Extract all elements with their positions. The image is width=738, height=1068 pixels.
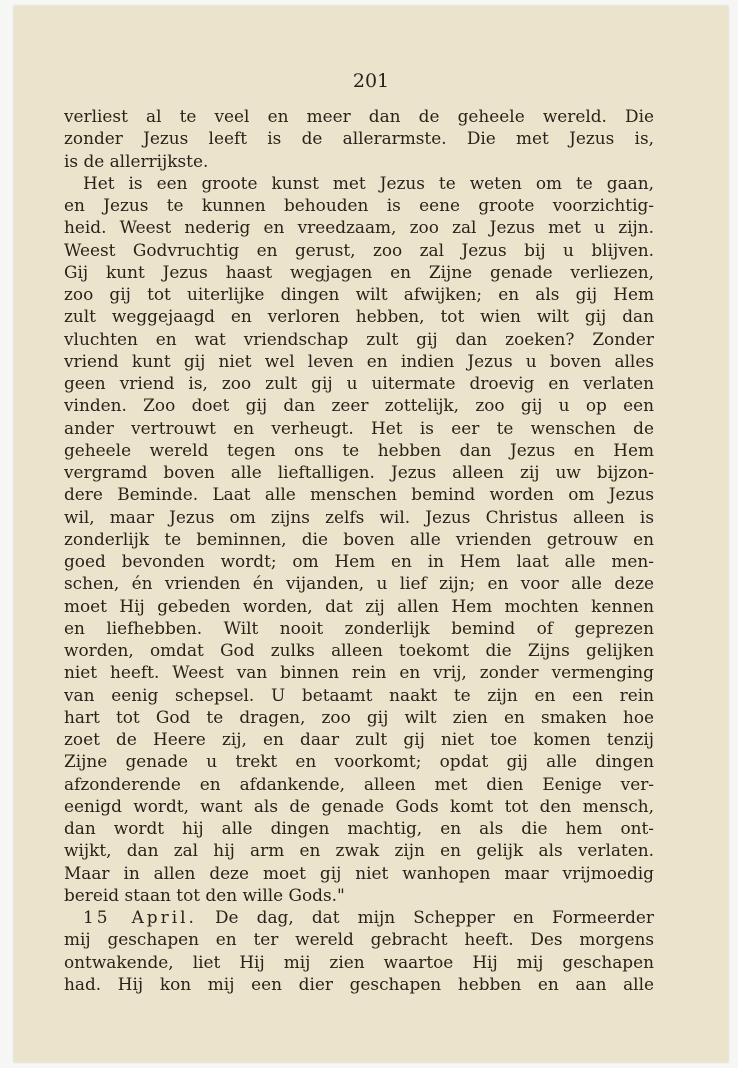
text-line: Maar in allen deze moet gij niet wanhopen maar vrijmoedig bbox=[64, 862, 654, 883]
text-line: heid. Weest nederig en vreedzaam, zoo zal Jezus met u zijn. bbox=[64, 217, 654, 238]
text-line: dan wordt hij alle dingen machtig, en als die hem ont- bbox=[64, 818, 654, 838]
text-line: wijkt, dan zal hij arm en zwak zijn en gelijk als verlaten. bbox=[64, 840, 654, 861]
text-line: Het is een groote kunst met Jezus te weten om te gaan, bbox=[83, 172, 654, 193]
text-line: goed bevonden wordt; om Hem en in Hem laat alle men- bbox=[64, 551, 654, 571]
text-line-dated bbox=[64, 906, 654, 928]
text-line: zonderlijk te beminnen, die boven alle vrienden getrouw en bbox=[64, 528, 654, 549]
text-line: wil, maar Jezus om zijns zelfs wil. Jezus Christus alleen is bbox=[64, 506, 654, 527]
text-line: worden, omdat God zulks alleen toekomt die Zijns gelijken bbox=[64, 640, 654, 660]
text-line: vinden. Zoo doet gij dan zeer zottelijk, zoo gij u op een bbox=[64, 395, 654, 416]
text-line: eenigd wordt, want als de genade Gods komt tot den mensch, bbox=[64, 795, 654, 816]
text-line: had. Hij kon mij een dier geschapen hebben en aan alle bbox=[64, 973, 654, 994]
text-line: vergramd boven alle lieftalligen. Jezus alleen zij uw bijzon- bbox=[64, 462, 654, 482]
text-line: zoet de Heere zij, en daar zult gij niet toe komen tenzij bbox=[64, 729, 654, 749]
text-line: mij geschapen en ter wereld gebracht heeft. Des morgens bbox=[64, 929, 654, 950]
entry-text: De dag, dat mijn Schepper en Formeerder bbox=[215, 907, 654, 927]
text-line: zult weggejaagd en verloren hebben, tot wien wilt gij dan bbox=[64, 306, 654, 327]
text-line: en Jezus te kunnen behouden is eene groote voorzichtig- bbox=[64, 195, 654, 215]
text-line: moet Hij gebeden worden, dat zij allen Hem mochten kennen bbox=[64, 595, 654, 616]
text-line: schen, én vrienden én vijanden, u lief zijn; en voor alle deze bbox=[64, 573, 654, 594]
text-line: Zijne genade u trekt en voorkomt; opdat gij alle dingen bbox=[64, 751, 654, 772]
text-line: Weest Godvruchtig en gerust, zoo zal Jezus bij u blijven. bbox=[64, 239, 654, 260]
book-page bbox=[14, 6, 728, 1062]
text-line: en liefhebben. Wilt nooit zonderlijk bemind of geprezen bbox=[64, 617, 654, 638]
text-line: afzonderende en afdankende, alleen met dien Eenige ver- bbox=[64, 773, 654, 794]
text-line: vluchten en wat vriendschap zult gij dan zoeken? Zonder bbox=[64, 328, 654, 349]
text-line: dere Beminde. Laat alle menschen bemind worden om Jezus bbox=[64, 484, 654, 505]
text-line: ander vertrouwt en verheugt. Het is eer te wenschen de bbox=[64, 417, 654, 438]
page-number: 201 bbox=[352, 70, 390, 92]
entry-date: 15 April. bbox=[83, 907, 197, 927]
text-line: bereid staan tot den wille Gods." bbox=[64, 884, 345, 905]
text-line: geheele wereld tegen ons te hebben dan Jezus en Hem bbox=[64, 439, 654, 460]
text-line: van eenig schepsel. U betaamt naakt te zijn en een rein bbox=[64, 684, 654, 705]
text-line: vriend kunt gij niet wel leven en indien Jezus u boven alles bbox=[64, 350, 654, 371]
text-line: verliest al te veel en meer dan de geheele wereld. Die bbox=[64, 106, 654, 126]
text-line: hart tot God te dragen, zoo gij wilt zien en smaken hoe bbox=[64, 706, 654, 727]
text-line: zonder Jezus leeft is de allerarmste. Die met Jezus is, bbox=[64, 128, 654, 149]
text-line: geen vriend is, zoo zult gij u uitermate droevig en verlaten bbox=[64, 373, 654, 393]
text-line: ontwakende, liet Hij mij zien waartoe Hij mij geschapen bbox=[64, 951, 654, 972]
body-text bbox=[64, 105, 654, 995]
text-line: zoo gij tot uiterlijke dingen wilt afwijken; en als gij Hem bbox=[64, 284, 654, 304]
text-line: Gij kunt Jezus haast wegjagen en Zijne genade verliezen, bbox=[64, 261, 654, 282]
text-line: is de allerrijkste. bbox=[64, 150, 209, 171]
text-line: niet heeft. Weest van binnen rein en vrij, zonder vermenging bbox=[64, 662, 654, 683]
